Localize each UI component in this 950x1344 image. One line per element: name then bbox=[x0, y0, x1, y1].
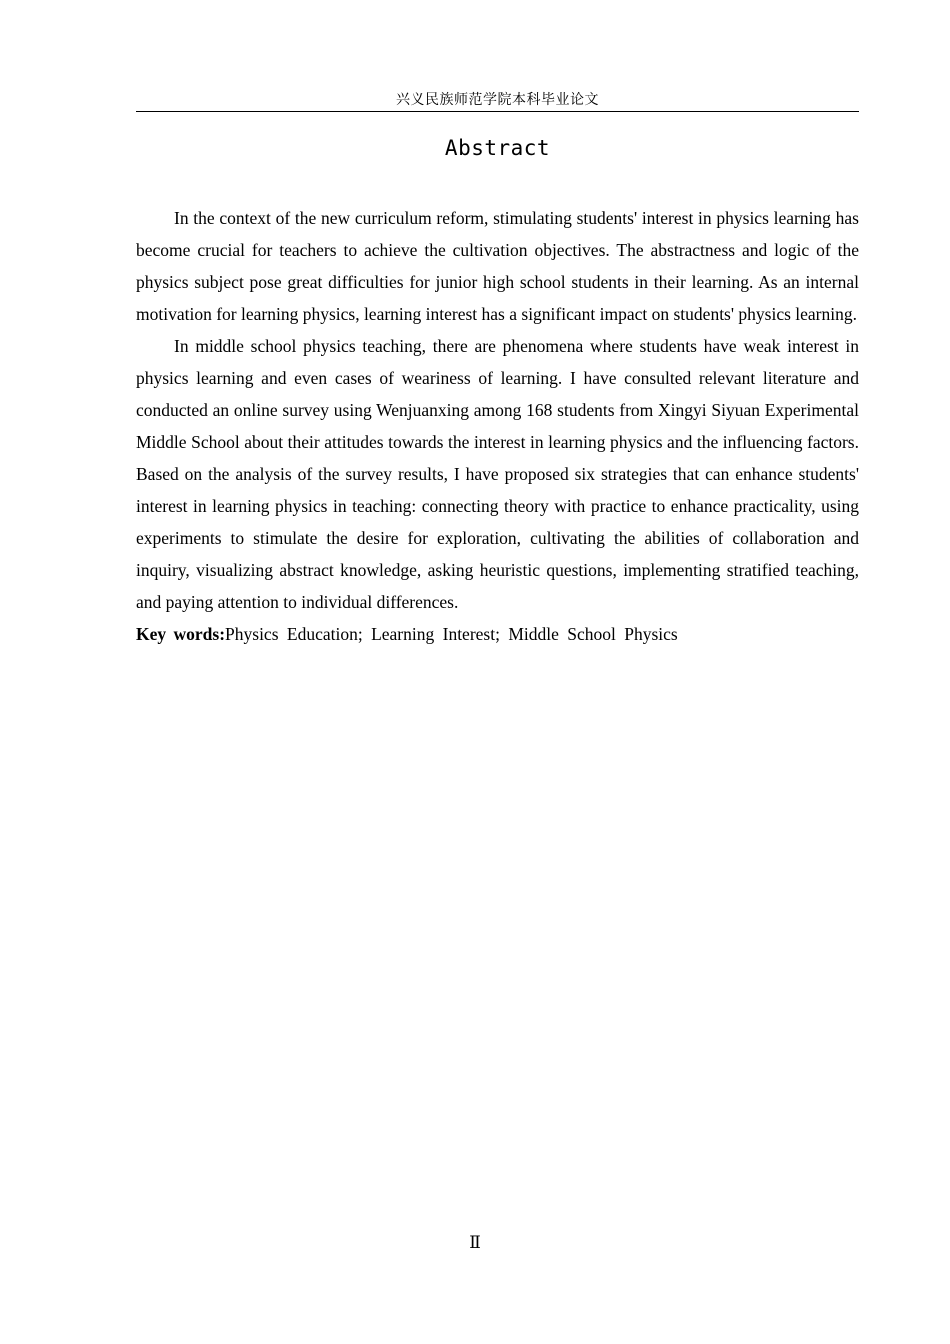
abstract-title: Abstract bbox=[444, 136, 551, 160]
abstract-paragraph: In middle school physics teaching, there are phenomena where students have weak interest in physics learning and even cases of weariness of learning. I have consulted relevant literature and conducted an online survey using Wenjuanxing among 168 students from Xingyi Siyuan Experimental Middle School about their attitudes towards the interest in learning physics and the influencing factors. Based on the analysis of the survey results, I have proposed six strategies that can enhance students' interest in learning physics in teaching: connecting theory with practice to enhance practicality, using experiments to stimulate the desire for exploration, cultivating the abilities of collaboration and inquiry, visualizing abstract knowledge, asking heuristic questions, implementing stratified teaching, and paying attention to individual differences. bbox=[136, 336, 859, 612]
running-header: 兴义民族师范学院本科毕业论文 bbox=[136, 90, 859, 112]
keywords-list: Physics Education; Learning Interest; Middle School Physics bbox=[225, 624, 678, 644]
keywords-label: Key words: bbox=[136, 624, 226, 644]
abstract-body bbox=[136, 202, 859, 650]
page-number: Ⅱ bbox=[469, 1233, 481, 1252]
keywords-line bbox=[136, 618, 859, 650]
abstract-paragraph: In the context of the new curriculum reform, stimulating students' interest in physics learning has become crucial for teachers to achieve the cultivation objectives. The abstractness and logic of the physics subject pose great difficulties for junior high school students in their learning. As an internal motivation for learning physics, learning interest has a significant impact on students' physics learning. bbox=[136, 208, 859, 324]
